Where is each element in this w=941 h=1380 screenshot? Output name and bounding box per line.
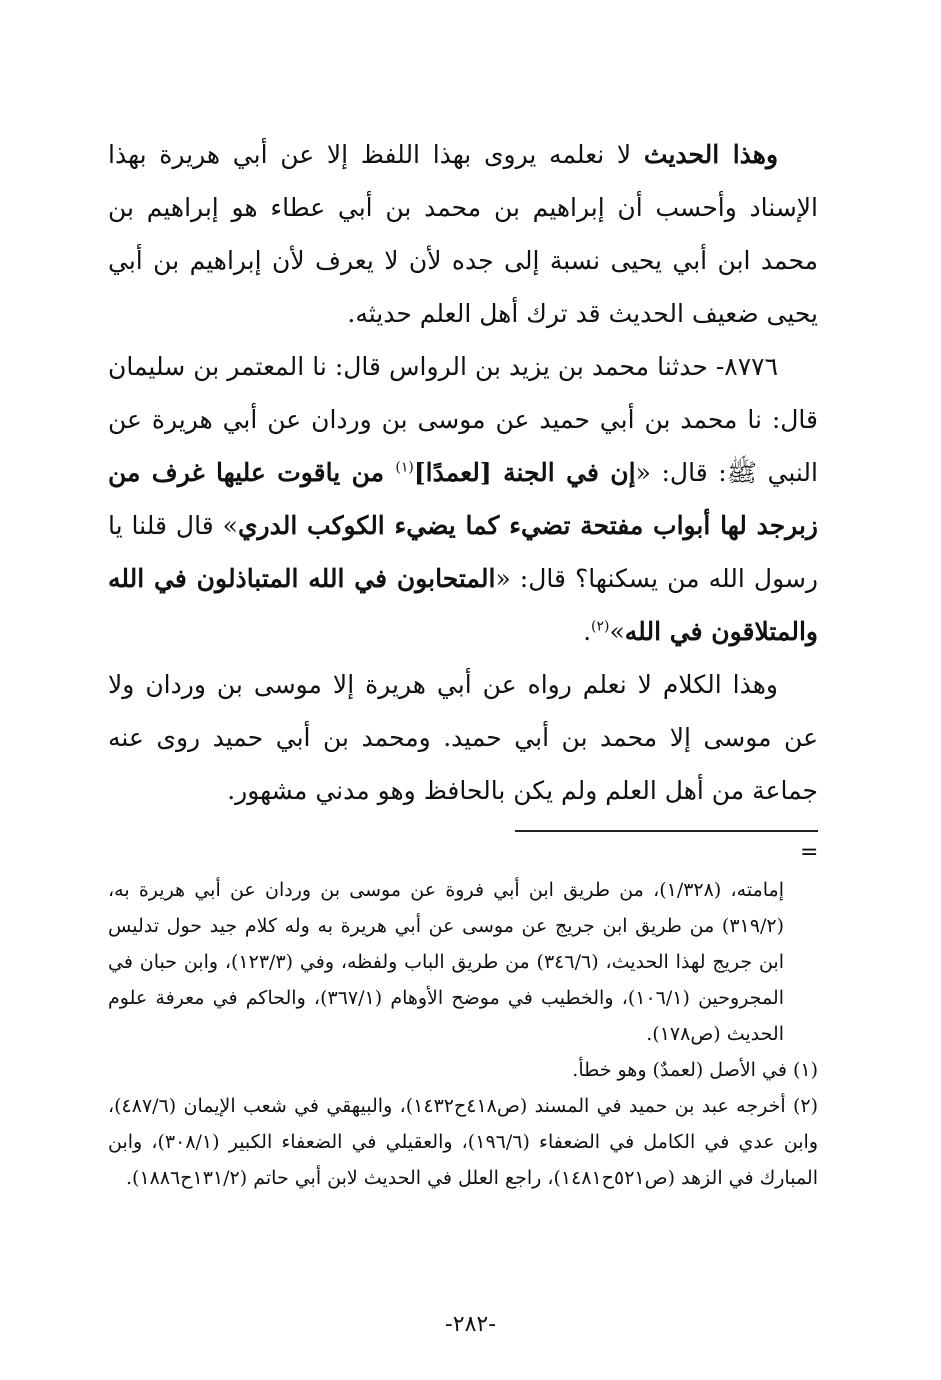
paragraph-3: وهذا الكلام لا نعلم رواه عن أبي هريرة إلا موسى بن وردان ولا عن موسى إلا محمد بن أبي حميد. ومحمد بن أبي حميد روى عنه جماعة من أهل العلم ولم يكن بالحافظ وهو مدني مشهور.: [108, 670, 818, 805]
paragraph-1-lead: وهذا الحديث: [643, 140, 779, 169]
paragraph-1-text: لا نعلمه يروى بهذا اللفظ إلا عن أبي هريرة بهذا الإسناد وأحسب أن إبراهيم بن محمد بن أبي عطاء هو إبراهيم بن محمد ابن أبي يحيى نسبة إلى جده لأن لا يعرف لأن إبراهيم بن أبي يحيى ضعيف الحديث قد ترك أهل العلم حديثه.: [108, 140, 818, 328]
hadith-quote-part-1: إن في الجنة [لعمدًا]: [413, 458, 636, 487]
footnote-divider: [515, 830, 818, 832]
footnotes: [108, 872, 818, 1196]
paragraph-1: [108, 128, 818, 340]
footnote-ref-2: (٢): [591, 618, 610, 635]
hadith-intro: ٨٧٧٦- حدثنا محمد بن يزيد بن الرواس قال: نا المعتمر بن سليمان قال: نا محمد بن أبي حميد عن موسى بن وردان عن أبي هريرة عن النبي ﷺ: قال: «: [108, 352, 818, 487]
hadith-quote-part-3: المتحابون في الله المتباذلون في الله والمتلاقون في الله: [108, 564, 818, 646]
footnote-ref-1: (١): [395, 459, 414, 476]
hadith-quote-part-2: من ياقوت عليها غرف من زبرجد لها أبواب مفتحة تضيء كما يضيء الكوكب الدري: [108, 458, 818, 540]
hadith-8776: [108, 340, 818, 658]
hadith-mid-text: » قال قلنا يا رسول الله من يسكنها؟ قال: «: [108, 511, 818, 593]
hadith-end-dot: .: [583, 617, 592, 646]
hadith-quote-close: »: [609, 617, 625, 646]
footnote-2: (٢) أخرجه عبد بن حميد في المسند (ص٤١٨ح١٤٣٢)، والبيهقي في شعب الإيمان (٤٨٧/٦)، وابن عدي في الكامل في الضعفاء (١٩٦/٦)، والعقيلي في الضعفاء الكبير (٣٠٨/١)، وابن المبارك في الزهد (ص٥٢١ح١٤٨١)، راجع العلل في الحديث لابن أبي حاتم (١٣١/٢ح١٨٨٦).: [108, 1095, 818, 1189]
footnote-1: (١) في الأصل (لعمدٌ) وهو خطأ.: [572, 1059, 818, 1081]
footnote-continuation: إمامته، (١/٣٢٨)، من طريق ابن أبي فروة عن موسى بن وردان عن أبي هريرة به، (٣١٩/٢) من طريق ابن جريج عن موسى عن أبي هريرة به وله كلام جيد حول تدليس ابن جريج لهذا الحديث، (٣٤٦/٦) من طريق الباب ولفظه، وفي (١٢٣/٣)، وابن حبان في المجروحين (١٠٦/١)، والخطيب في موضح الأوهام (٣٦٧/١)، والحاكم في معرفة علوم الحديث (ص١٧٨).: [108, 879, 784, 1045]
main-text: [108, 128, 818, 817]
page-number: -٢٨٢-: [444, 1312, 497, 1337]
continuation-mark: =: [800, 840, 819, 865]
